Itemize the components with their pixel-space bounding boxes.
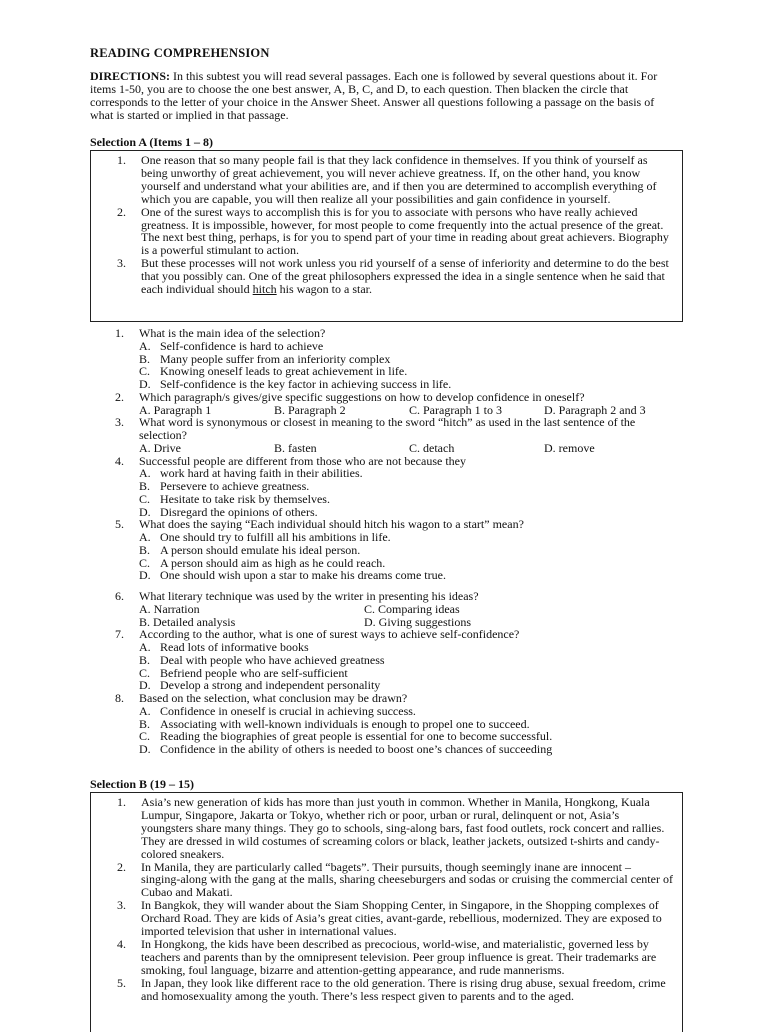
answer-choice: C. detach	[409, 440, 455, 455]
paragraph-text: In Bangkok, they will wander about the Siam Shopping Center, in Singapore, in the Shopping complexes of Orchard Road. They are kids of Asia’s great cities, avant-garde, rebellious, modernized. They are exposed to imported television that usher in international values.	[141, 898, 662, 939]
selection-a-heading: Selection A (Items 1 – 8)	[90, 135, 213, 149]
choice-text: Confidence in the ability of others is needed to boost one’s chances of succeeding	[160, 742, 553, 756]
choice-letter: D.	[139, 742, 151, 756]
choice-text: Self-confidence is the key factor in achieving success in life.	[160, 377, 452, 391]
answer-choice	[139, 569, 675, 582]
paragraph-text: In Japan, they look like different race to the old generation. There is rising drug abuse, sexual freedom, crime and homosexuality among the youth. There’s less respect given to parents and to the aged.	[141, 975, 666, 1003]
choice-text: work hard at having faith in their abilities.	[160, 466, 363, 481]
choice-letter: B.	[139, 479, 151, 493]
selection-b-passage	[117, 796, 673, 1003]
choice-letter: B.	[139, 716, 151, 731]
choice-text: Many people suffer from an inferiority complex	[160, 351, 391, 366]
question-number: 6.	[115, 589, 124, 603]
choice-letter: D.	[139, 504, 151, 519]
question	[115, 327, 675, 391]
choice-text: A person should aim as high as he could reach.	[160, 555, 386, 570]
paragraph-number: 5.	[117, 975, 126, 990]
passage-paragraph	[117, 938, 673, 977]
choice-letter: B.	[139, 351, 151, 366]
passage-paragraph	[117, 796, 673, 861]
paragraph-number: 3.	[117, 898, 126, 913]
paragraph-text: But these processes will not work unless you rid yourself of a sense of inferiority and determine to do the best that you possibly can. One of the great philosophers expressed the idea in a single sentence when he said that each individual should	[141, 256, 669, 297]
choice-text: Disregard the opinions of others.	[160, 504, 318, 519]
answer-choice: A. Drive	[139, 440, 181, 455]
question-number: 5.	[115, 517, 124, 532]
choice-letter: B.	[139, 542, 151, 557]
choice-letter: C.	[139, 364, 151, 379]
passage-paragraph	[117, 861, 673, 900]
passage-paragraph	[117, 154, 673, 206]
passage-paragraph	[117, 257, 673, 296]
choice-letter: D.	[139, 678, 151, 693]
choice-letter: A.	[139, 703, 151, 718]
question-number: 4.	[115, 453, 124, 468]
question	[115, 692, 675, 756]
question-stem: Which paragraph/s gives/give specific suggestions on how to develop confidence in oneself?	[139, 389, 585, 404]
question	[115, 590, 675, 628]
choice-letter: B.	[139, 652, 151, 667]
paragraph-text: One of the surest ways to accomplish this is for you to associate with persons who have really achieved greatness. It is impossible, however, for most people to come frequently into the actual presence of the great. The next best thing, perhaps, is for you to spend part of your time in reading about great achievers. Biography is a powerful stimulant to action.	[141, 204, 669, 258]
choice-text: Deal with people who have achieved greatness	[160, 652, 385, 667]
question-number: 2.	[115, 389, 124, 404]
paragraph-number: 1.	[117, 153, 126, 167]
answer-choice: D. Giving suggestions	[364, 614, 472, 629]
paragraph-text: In Manila, they are particularly called “bagets”. Their pursuits, though seemingly inane are innocent – singing-along with the gang at the malls, sharing cheeseburgers and sodas or cruising the commercial center of Cubao and Makati.	[141, 859, 673, 900]
choice-text: Befriend people who are self-sufficient	[160, 665, 348, 680]
choice-text: Associating with well-known individuals is enough to propel one to succeed.	[160, 716, 530, 731]
directions	[90, 70, 670, 122]
answer-choice-row	[139, 603, 675, 616]
underlined-word: hitch	[252, 282, 277, 297]
choice-text: Self-confidence is hard to achieve	[160, 338, 324, 353]
question-stem: What word is synonymous or closest in meaning to the sword “hitch” as used in the last sentence of the selection?	[139, 415, 636, 442]
question-stem: According to the author, what is one of surest ways to achieve self-confidence?	[139, 627, 520, 642]
passage-paragraph	[117, 206, 673, 258]
question-number: 8.	[115, 691, 124, 705]
choice-letter: C.	[139, 491, 151, 506]
choice-letter: A.	[139, 640, 151, 654]
choice-letter: A.	[139, 466, 151, 481]
choice-letter: D.	[139, 377, 151, 391]
question-number: 1.	[115, 326, 124, 340]
choice-letter: D.	[139, 568, 151, 583]
selection-a-passage	[117, 154, 673, 296]
question-stem: What literary technique was used by the writer in presenting his ideas?	[139, 589, 479, 603]
choice-letter: A.	[139, 338, 151, 353]
passage-paragraph	[117, 899, 673, 938]
paragraph-number: 4.	[117, 936, 126, 951]
choice-text: Reading the biographies of great people is essential for one to become successful.	[160, 729, 553, 744]
choice-text: Develop a strong and independent personality	[160, 678, 381, 693]
choice-text: One should wish upon a star to make his dreams come true.	[160, 568, 446, 583]
answer-choice: A. Paragraph 1	[139, 402, 212, 417]
choice-text: One should try to fulfill all his ambitions in life.	[160, 530, 391, 544]
question-stem: Successful people are different from those who are not because they	[139, 453, 466, 468]
question-number: 3.	[115, 415, 124, 430]
answer-choice: B. Paragraph 2	[274, 402, 346, 417]
question-stem: What does the saying “Each individual should hitch his wagon to a start” mean?	[139, 517, 524, 532]
document-title: READING COMPREHENSION	[90, 46, 270, 60]
question	[115, 628, 675, 692]
answer-choice: A. Narration	[139, 601, 200, 616]
paragraph-text: In Hongkong, the kids have been described as precocious, world-wise, and materialistic, governed less by teachers and parents than by the omnipresent television. Peer group influence is great. Their trademarks are smoking, foul language, bizarre and attention-getting appearance, and rude mannerisms.	[141, 936, 657, 977]
question	[115, 416, 675, 454]
question	[115, 455, 675, 519]
directions-label: DIRECTIONS:	[90, 69, 171, 83]
passage-paragraph	[117, 977, 673, 1003]
answer-choice: B. Detailed analysis	[139, 614, 236, 629]
question-stem: Based on the selection, what conclusion may be drawn?	[139, 691, 408, 705]
paragraph-number: 2.	[117, 859, 126, 874]
directions-text: In this subtest you will read several passages. Each one is followed by several questions about it. For items 1-50, you are to choose the one best answer, A, B, C, and D, to each question. Then blacken the circle that corresponds to the letter of your choice in the Answer Sheet. Answer all questions following a passage on the basis of what is started or implied in that passage.	[90, 69, 658, 123]
choice-text: A person should emulate his ideal person.	[160, 542, 361, 557]
choice-text: Persevere to achieve greatness.	[160, 479, 310, 493]
paragraph-number: 1.	[117, 795, 126, 809]
paragraph-text: his wagon to a star.	[276, 282, 372, 297]
answer-choice: D. Paragraph 2 and 3	[544, 402, 646, 417]
choice-letter: C.	[139, 729, 151, 744]
answer-choice	[139, 743, 675, 756]
selection-a-questions	[115, 327, 675, 756]
answer-choice: D. remove	[544, 440, 595, 455]
question-number: 7.	[115, 627, 124, 642]
question	[115, 391, 675, 417]
question-stem: What is the main idea of the selection?	[139, 326, 326, 340]
paragraph-number: 2.	[117, 204, 126, 219]
question	[115, 518, 675, 582]
selection-b-heading: Selection B (19 – 15)	[90, 777, 194, 791]
paragraph-number: 3.	[117, 256, 126, 271]
choice-text: Read lots of informative books	[160, 640, 309, 654]
choice-letter: C.	[139, 555, 151, 570]
choice-letter: A.	[139, 530, 151, 544]
answer-choice: C. Paragraph 1 to 3	[409, 402, 502, 417]
choice-letter: C.	[139, 665, 151, 680]
answer-choice: C. Comparing ideas	[364, 601, 460, 616]
choice-text: Hesitate to take risk by themselves.	[160, 491, 330, 506]
choice-text: Confidence in oneself is crucial in achieving success.	[160, 703, 416, 718]
answer-choice: B. fasten	[274, 440, 317, 455]
choice-text: Knowing oneself leads to great achievement in life.	[160, 364, 408, 379]
paragraph-text: Asia’s new generation of kids has more than just youth in common. Whether in Manila, Hongkong, Kuala Lumpur, Singapore, Jakarta or Tokyo, whether rich or poor, urban or rural, delinquent or not, Asia’s youngsters share many things. They go to schools, sing-along bars, fast food outlets, rock concert and rallies. They are dressed in wild costumes of screaming colors or black, leather jackets, outsized t-shirts and candy-colored sneakers.	[141, 795, 665, 861]
paragraph-text: One reason that so many people fail is that they lack confidence in themselves. If you think of yourself as being unworthy of great achievement, you will never achieve greatness. If, on the other hand, you know yourself and understand what your abilities are, and if then you are determined to accomplish everything of which you are capable, you will then realize all your possibilities and gain confidence in yourself.	[141, 153, 657, 206]
